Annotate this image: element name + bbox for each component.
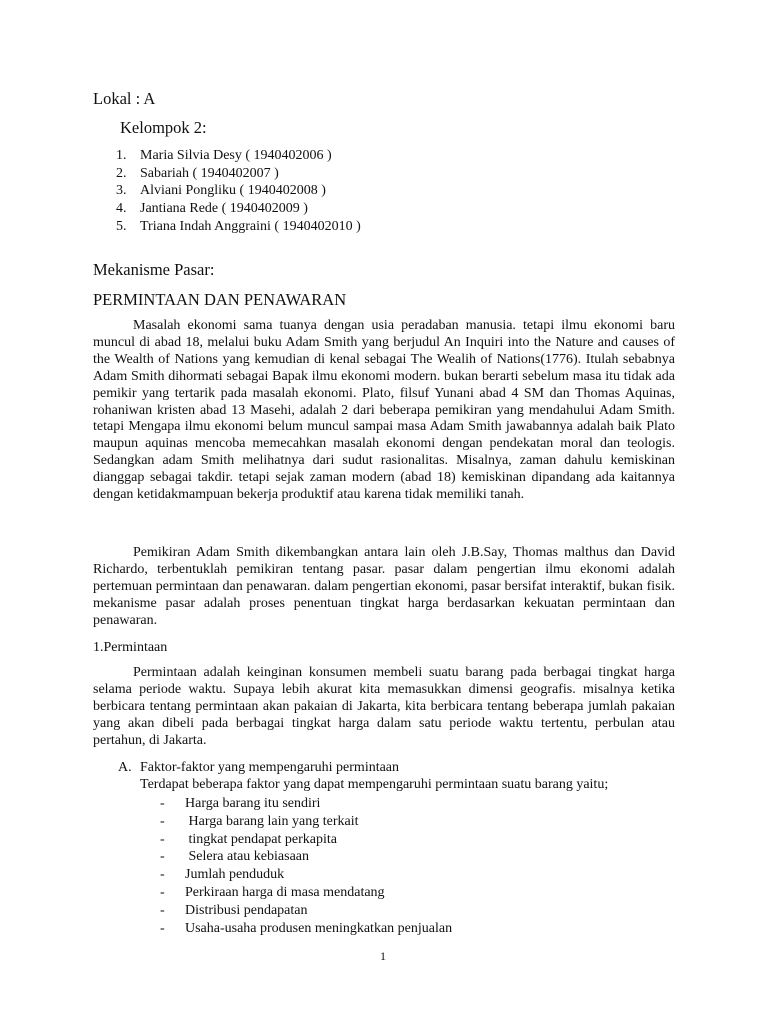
factor-item	[160, 848, 452, 866]
subsection-letter: A.	[118, 760, 132, 775]
factor-text: Harga barang itu sendiri	[185, 796, 321, 811]
paragraph-intro: Masalah ekonomi sama tuanya dengan usia peradaban manusia. tetapi ilmu ekonomi baru muncul di abad 18, melalui buku Adam Smith yang berjudul An Inquiri into the Nature and causes of the Wealth of Nations yang kemudian di kenal sebagai The Wealih of Nations(1776). Itulah sebabnya Adam Smith dihormati sebagai Bapak ilmu ekonomi modern. bukan berarti sebelum masa itu tidak ada pemikir yang tertarik pada masalah ekonomi. Plato, filsuf Yunani abad 4 SM dan Thomas Aquinas, rohaniwan kristen abad 13 Masehi, adalah 2 dari beberapa pemikiran yang mendahului Adam Smith. tetapi Mengapa ilmu ekonomi belum muncul sampai masa Adam Smith jawabannya adalah baik Plato maupun aquinas mencoba memecahkan masalah ekonomi dengan pendekatan moral dan teologis. Sedangkan adam Smith melihatnya dari sudut rasionalitas. Misalnya, zaman dahulu kemiskinan dianggap sebagai takdir. tetapi sejak zaman modern (abad 18) kemiskinan dipandang ada kaitannya dengan ketidakmampuan bekerja produktif atau karena tidak memiliki tanah.	[93, 318, 675, 503]
factor-item	[160, 795, 452, 813]
member-name: Triana Indah Anggraini ( 1940402010 )	[140, 218, 361, 234]
factor-text: Selera atau kebiasaan	[185, 849, 309, 865]
section-title: PERMINTAAN DAN PENAWARAN	[93, 290, 347, 309]
factor-item	[160, 920, 452, 938]
paragraph-pasar: Pemikiran Adam Smith dikembangkan antara lain oleh J.B.Say, Thomas malthus dan David Richardo, terbentuklah pemikiran tentang pasar. pasar dalam pengertian ilmu ekonomi adalah pertemuan permintaan dan penawaran. dalam pengertian ekonomi, pasar bersifat interaktif, bukan fisik. mekanisme pasar adalah proses penentuan tingkat harga berdasarkan kekuatan permintaan dan penawaran.	[93, 545, 675, 628]
member-item	[116, 182, 361, 200]
bullet-dash: -	[160, 849, 165, 865]
subsection-title: Faktor-faktor yang mempengaruhi permintaan	[140, 760, 400, 775]
factor-list	[160, 795, 452, 937]
member-item	[116, 165, 361, 183]
paragraph-permintaan: Permintaan adalah keinginan konsumen membeli suatu barang pada berbagai tingkat harga selama periode waktu. Supaya lebih akurat kita memasukkan dimensi geografis. misalnya ketika berbicara tentang permintaan akan pakaian di Jakarta, kita berbicara tentang beberapa jumlah pakaian yang akan dibeli pada berbagai tingkat harga dalam satu periode waktu tertentu, perbulan atau pertahun, di Jakarta.	[93, 665, 675, 748]
bullet-dash: -	[160, 884, 165, 900]
member-item	[116, 200, 361, 218]
member-name: Sabariah ( 1940402007 )	[140, 165, 279, 181]
member-name: Maria Silvia Desy ( 1940402006 )	[140, 148, 332, 163]
bullet-dash: -	[160, 831, 165, 847]
kelompok-heading: Kelompok 2:	[120, 118, 207, 137]
member-number: 2.	[116, 165, 127, 181]
factor-item	[160, 831, 452, 849]
member-number: 4.	[116, 201, 127, 217]
factor-item	[160, 902, 452, 920]
subheading-permintaan: 1.Permintaan	[93, 640, 168, 655]
factor-text: tingkat pendapat perkapita	[185, 831, 337, 847]
bullet-dash: -	[160, 920, 165, 936]
member-name: Jantiana Rede ( 1940402009 )	[140, 201, 308, 217]
factor-item	[160, 866, 452, 884]
factor-text: Jumlah penduduk	[185, 867, 285, 883]
member-number: 1.	[116, 148, 127, 163]
member-number: 5.	[116, 218, 127, 234]
mekanisme-heading: Mekanisme Pasar:	[93, 260, 215, 279]
factor-item	[160, 813, 452, 831]
factors-intro: Terdapat beberapa faktor yang dapat mempengaruhi permintaan suatu barang yaitu;	[140, 777, 609, 792]
factor-text: Perkiraan harga di masa mendatang	[185, 884, 385, 900]
subsection-heading	[118, 760, 399, 776]
member-name: Alviani Pongliku ( 1940402008 )	[140, 183, 326, 199]
member-list	[116, 147, 361, 236]
factor-text: Harga barang lain yang terkait	[185, 813, 359, 829]
bullet-dash: -	[160, 867, 165, 883]
bullet-dash: -	[160, 796, 165, 811]
page-number: 1	[380, 949, 386, 963]
member-item	[116, 218, 361, 236]
bullet-dash: -	[160, 902, 165, 918]
lokal-heading: Lokal : A	[93, 89, 156, 108]
factor-item	[160, 884, 452, 902]
factor-text: Distribusi pendapatan	[185, 902, 308, 918]
member-item	[116, 147, 361, 165]
bullet-dash: -	[160, 813, 165, 829]
member-number: 3.	[116, 183, 127, 199]
factor-text: Usaha-usaha produsen meningkatkan penjualan	[185, 920, 453, 936]
